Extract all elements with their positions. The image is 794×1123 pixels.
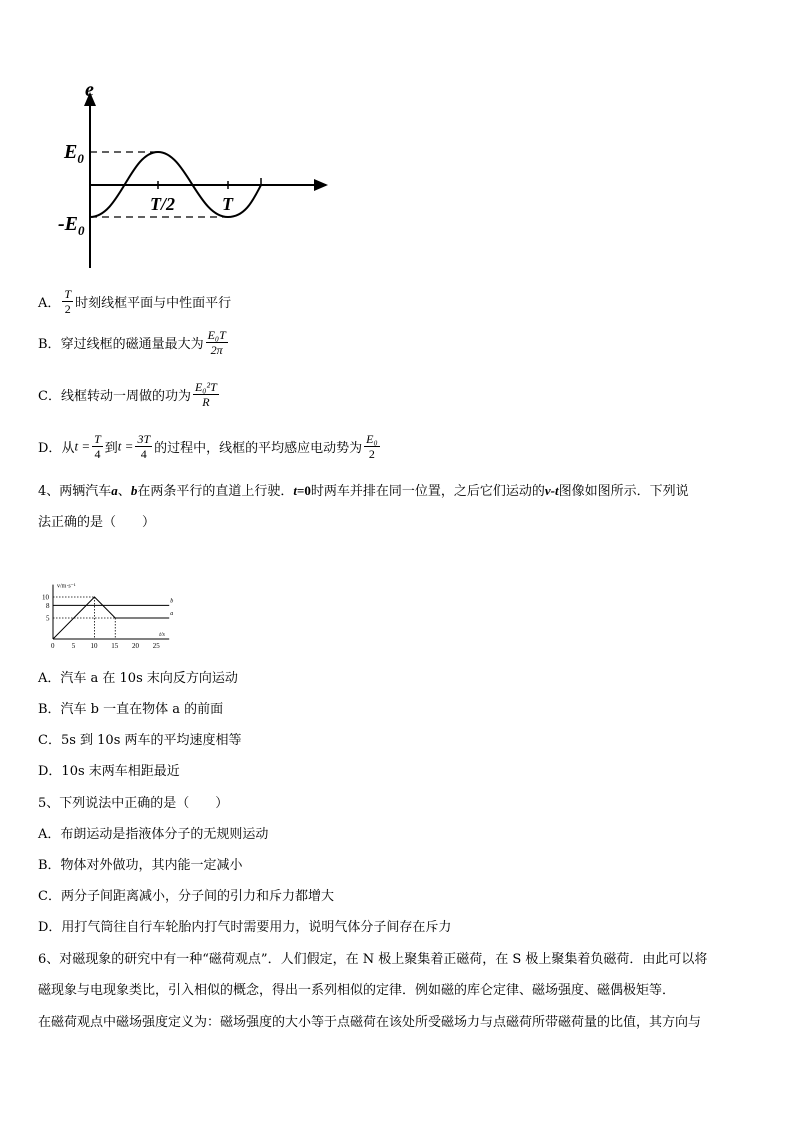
vt-x-tick-label: 5 xyxy=(71,642,76,650)
fraction-e0sq-t-over-r: $\frac{\text{E₀²T}}{R}$ xyxy=(194,380,217,409)
vt-x-label: t/s xyxy=(159,632,165,638)
vt-y-tick-label: 5 xyxy=(46,614,50,623)
fraction-e0-over-2: $\frac{\text{E₀}}{2}$ xyxy=(366,432,378,461)
option-b-text: 穿过线框的磁通量最大为 xyxy=(60,337,204,352)
vt-series-label-b: b xyxy=(170,598,174,605)
vt-x-tick-label: 25 xyxy=(152,642,160,650)
option-d-from: 从 xyxy=(61,441,75,456)
q3-option-b xyxy=(38,328,230,357)
option-d-t2: t = xyxy=(117,438,134,454)
option-d-text: 的过程中，线框的平均感应电动势为 xyxy=(154,441,363,456)
vt-series-label-a: a xyxy=(170,611,174,617)
vt-x-tick-label: 15 xyxy=(111,642,119,650)
e-axis-label: e xyxy=(85,80,94,101)
q3-option-c xyxy=(38,380,221,409)
option-a-text: 时刻线框平面与中性面平行 xyxy=(75,296,232,311)
q4-option-c: C．5s 到 10s 两车的平均速度相等 xyxy=(38,733,242,748)
q4-stem-line1: 4、两辆汽车a、b在两条平行的直道上行驶．t=0时两车并排在同一位置，之后它们运动的v-t图像如图所示．下列说 xyxy=(38,483,689,499)
q6-line2: 磁现象与电现象类比，引入相似的概念，得出一系列相似的定律．例如磁的库仑定律、磁场强度、磁偶极矩等． xyxy=(38,983,676,998)
q5-option-d: D．用打气筒往自行车轮胎内打气时需要用力，说明气体分子间存在斥力 xyxy=(38,920,452,935)
vt-y-label: v/m·s⁻¹ xyxy=(57,583,76,590)
emf-graph xyxy=(50,80,340,275)
q5-option-a: A．布朗运动是指液体分子的无规则运动 xyxy=(38,827,269,842)
vt-chart xyxy=(34,534,204,654)
q4-option-d: D．10s 末两车相距最近 xyxy=(38,764,180,779)
q5-option-c: C．两分子间距离减小，分子间的引力和斥力都增大 xyxy=(38,889,334,904)
option-d-t1: t = xyxy=(74,438,91,454)
t-half-label: T/2 xyxy=(150,194,175,214)
fraction-t-over-4: $\frac{T}{4}$ xyxy=(94,432,101,461)
q4-option-a: A．汽车 a 在 10s 末向反方向运动 xyxy=(38,671,238,686)
vt-y-tick-label: 10 xyxy=(42,593,49,602)
e0-label: $E_0$ xyxy=(64,141,84,166)
vt-x-tick-label: 0 xyxy=(51,642,55,650)
q3-option-d xyxy=(38,432,382,461)
vt-y-tick-label: 8 xyxy=(46,601,50,610)
q4-option-b: B．汽车 b 一直在物体 a 的前面 xyxy=(38,702,224,717)
option-a-prefix: A． xyxy=(38,296,61,311)
vt-x-tick-label: 10 xyxy=(90,642,98,650)
option-c-prefix: C． xyxy=(38,389,61,404)
fraction-3t-over-4: $\frac{3T}{4}$ xyxy=(137,432,151,461)
option-d-to: 到 xyxy=(104,441,118,456)
q6-line1: 6、对磁现象的研究中有一种“磁荷观点”．人们假定，在 N 极上聚集着正磁荷，在 S 极上聚集着负磁荷．由此可以将 xyxy=(38,952,708,967)
q6-line3: 在磁荷观点中磁场强度定义为：磁场强度的大小等于点磁荷在该处所受磁场力与点磁荷所带磁荷量的比值，其方向与 xyxy=(38,1015,702,1030)
neg-e0-label: $-E_0$ xyxy=(58,213,85,238)
option-c-text: 线框转动一周做的功为 xyxy=(60,389,191,404)
option-b-prefix: B． xyxy=(38,337,61,352)
vt-x-tick-label: 20 xyxy=(132,642,139,650)
q3-option-a xyxy=(38,287,231,316)
option-d-prefix: D． xyxy=(38,441,62,456)
fraction-t-over-2: $\frac{T}{2}$ xyxy=(64,287,72,316)
t-label: T xyxy=(222,194,233,214)
q5-stem: 5、下列说法中正确的是（ ） xyxy=(38,796,229,811)
fraction-e0t-over-2pi: $\frac{\text{E₀T}}{2\pi}$ xyxy=(207,328,226,357)
q4-stem-line2: 法正确的是（ ） xyxy=(38,515,156,530)
q5-option-b: B．物体对外做功，其内能一定减小 xyxy=(38,858,243,873)
